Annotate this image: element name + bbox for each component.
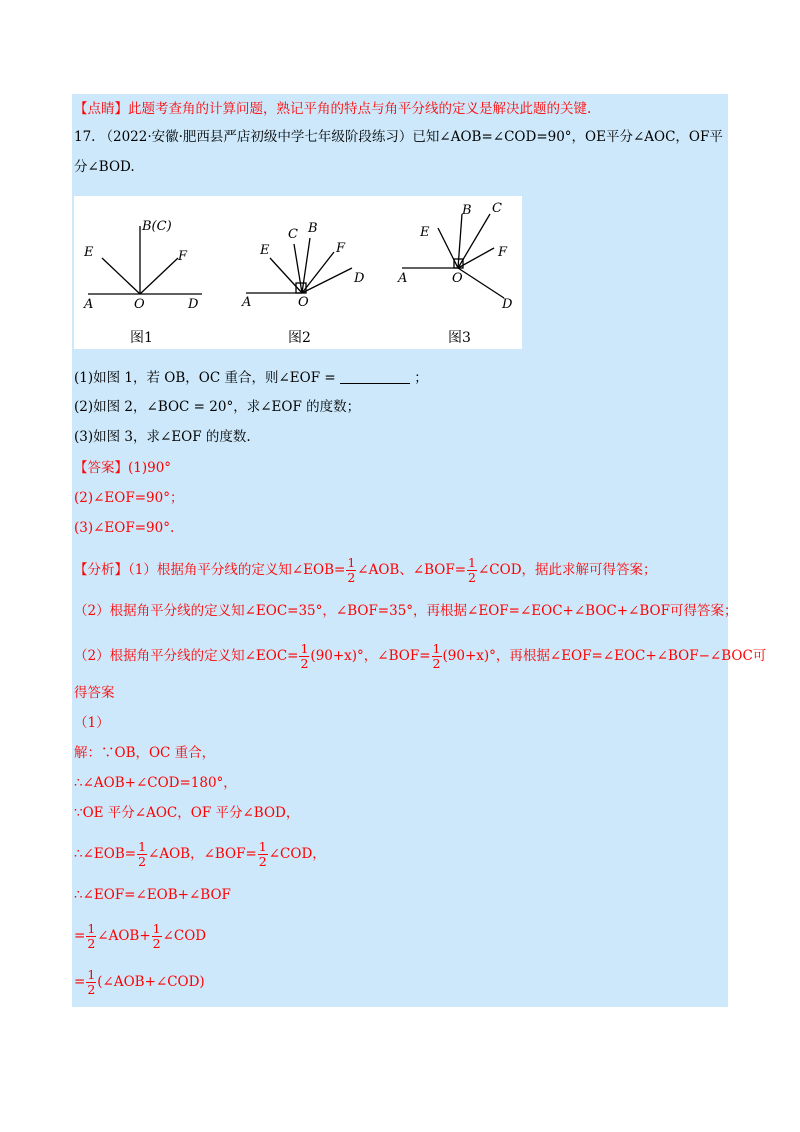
fig3-label-E: E bbox=[420, 225, 430, 240]
answer-2: (2)∠EOF=90°； bbox=[74, 490, 184, 506]
frac-den: 2 bbox=[138, 854, 147, 869]
problem-source: （2022·安徽·肥西县严店初级中学七年级阶段练习）已知∠AOB=∠COD=90°，OE平分∠AOC，OF平 bbox=[99, 129, 723, 145]
fig3-label-D: D bbox=[502, 297, 513, 312]
analysis-1b: ∠AOB、∠BOF= bbox=[357, 562, 467, 578]
analysis-line-4: 得答案 bbox=[74, 685, 115, 701]
fraction-half bbox=[346, 556, 356, 585]
solution-step-4 bbox=[74, 840, 326, 869]
problem-line-1 bbox=[74, 128, 723, 146]
frac-num: 1 bbox=[87, 921, 96, 936]
answer-1: (1)90° bbox=[128, 460, 172, 476]
fraction-half bbox=[137, 840, 147, 869]
fig1-label-E: E bbox=[84, 245, 94, 260]
frac-num: 1 bbox=[432, 641, 441, 656]
frac-num: 1 bbox=[138, 839, 147, 854]
analysis-line-2: （2）根据角平分线的定义知∠EOC=35°，∠BOF=35°，再根据∠EOF=∠EOC+∠BOC+∠BOF可得答案； bbox=[74, 603, 738, 619]
question-1-end: ； bbox=[414, 370, 428, 386]
solution-6c: ∠COD bbox=[162, 928, 207, 944]
fraction-half bbox=[152, 922, 162, 951]
fig3-ray-OB bbox=[458, 214, 462, 268]
solution-7b: (∠AOB+∠COD) bbox=[97, 974, 205, 990]
frac-den: 2 bbox=[468, 570, 476, 585]
fig1-ray-OF bbox=[140, 258, 178, 294]
fig2-label-F: F bbox=[336, 241, 346, 256]
answer-tag: 【答案】 bbox=[74, 460, 128, 476]
fig2-label-O: O bbox=[298, 295, 309, 310]
fig1-label-A: A bbox=[84, 297, 94, 312]
frac-num: 1 bbox=[300, 641, 309, 656]
frac-den: 2 bbox=[432, 656, 441, 671]
fig1-caption: 图1 bbox=[130, 330, 153, 346]
analysis-tag: 【分析】 bbox=[74, 562, 128, 578]
analysis-line-1 bbox=[74, 556, 657, 585]
fraction-half bbox=[258, 840, 268, 869]
fig3-label-O: O bbox=[452, 271, 463, 286]
question-1-text: (1)如图 1，若 OB，OC 重合，则∠EOF = bbox=[74, 370, 336, 386]
analysis-1c: ∠COD，据此求解可得答案； bbox=[478, 562, 657, 578]
question-3: (3)如图 3，求∠EOF 的度数. bbox=[74, 429, 251, 445]
fig2-label-E: E bbox=[260, 243, 270, 258]
solution-4a: ∴∠EOB= bbox=[74, 846, 137, 862]
fraction-half bbox=[467, 556, 477, 585]
solution-step-1: 解：∵OB，OC 重合， bbox=[74, 745, 216, 761]
fraction-half bbox=[299, 642, 309, 671]
frac-den: 2 bbox=[258, 854, 267, 869]
solution-4b: ∠AOB，∠BOF= bbox=[148, 846, 257, 862]
solution-step-3: ∵OE 平分∠AOC，OF 平分∠BOD， bbox=[74, 805, 300, 821]
fig3-ray-OE bbox=[438, 228, 458, 268]
solution-6b: ∠AOB+ bbox=[97, 928, 151, 944]
analysis-3a: （2）根据角平分线的定义知∠EOC= bbox=[74, 648, 299, 664]
analysis-1a: （1）根据角平分线的定义知∠EOB= bbox=[128, 562, 346, 578]
solution-6a: = bbox=[74, 928, 86, 944]
analysis-3c: (90+x)°，再根据∠EOF=∠EOC+∠BOF−∠BOC可 bbox=[442, 648, 767, 664]
frac-num: 1 bbox=[87, 967, 96, 982]
fraction-half bbox=[86, 968, 96, 997]
frac-num: 1 bbox=[347, 555, 356, 570]
tip-line bbox=[74, 100, 591, 118]
solution-part: （1） bbox=[74, 715, 110, 731]
fig2-caption: 图2 bbox=[288, 330, 311, 346]
analysis-line-3 bbox=[74, 642, 766, 671]
frac-den: 2 bbox=[347, 570, 356, 585]
solution-step-2: ∴∠AOB+∠COD=180°， bbox=[74, 775, 237, 791]
fig3-label-B: B bbox=[462, 203, 472, 218]
answer-3: (3)∠EOF=90°. bbox=[74, 520, 175, 536]
fig3-label-C: C bbox=[492, 201, 502, 216]
problem-number: 17. bbox=[74, 129, 96, 145]
fig2-label-B: B bbox=[308, 221, 318, 236]
fraction-half bbox=[432, 642, 442, 671]
solution-step-5: ∴∠EOF=∠EOB+∠BOF bbox=[74, 887, 231, 903]
analysis-3b: (90+x)°，∠BOF= bbox=[310, 648, 431, 664]
question-2: (2)如图 2，∠BOC = 20°，求∠EOF 的度数； bbox=[74, 399, 361, 415]
fig2-label-A: A bbox=[242, 295, 252, 310]
problem-line-2: 分∠BOD. bbox=[74, 159, 135, 175]
fig1-label-O: O bbox=[134, 297, 145, 312]
tip-text: 此题考查角的计算问题，熟记平角的特点与角平分线的定义是解决此题的关键. bbox=[128, 101, 592, 117]
frac-den: 2 bbox=[87, 936, 96, 951]
solution-4c: ∠COD， bbox=[268, 846, 326, 862]
frac-den: 2 bbox=[300, 656, 309, 671]
figure-box bbox=[74, 196, 522, 349]
fig3-label-F: F bbox=[498, 245, 508, 260]
frac-num: 1 bbox=[152, 921, 161, 936]
geometry-figures bbox=[74, 196, 522, 349]
answer-blank bbox=[340, 369, 410, 384]
frac-num: 1 bbox=[258, 839, 267, 854]
solution-7a: = bbox=[74, 974, 86, 990]
fig1-label-D: D bbox=[188, 297, 199, 312]
question-1 bbox=[74, 369, 428, 387]
fig3-label-A: A bbox=[398, 271, 408, 286]
fig1-label-F: F bbox=[178, 249, 188, 264]
solution-step-6 bbox=[74, 922, 206, 951]
fig3-caption: 图3 bbox=[448, 330, 471, 346]
fig3-ray-OD bbox=[458, 268, 504, 298]
frac-num: 1 bbox=[468, 555, 476, 570]
fig1-label-BC: B(C) bbox=[142, 219, 172, 234]
fig2-ray-OD bbox=[302, 268, 352, 293]
fig2-label-C: C bbox=[288, 227, 298, 242]
solution-step-7 bbox=[74, 968, 205, 997]
fig2-label-D: D bbox=[354, 271, 365, 286]
answer-line-1 bbox=[74, 459, 171, 477]
fraction-half bbox=[86, 922, 96, 951]
frac-den: 2 bbox=[87, 982, 96, 997]
frac-den: 2 bbox=[152, 936, 161, 951]
tip-tag: 【点睛】 bbox=[74, 101, 128, 117]
fig1-ray-OE bbox=[102, 258, 140, 294]
